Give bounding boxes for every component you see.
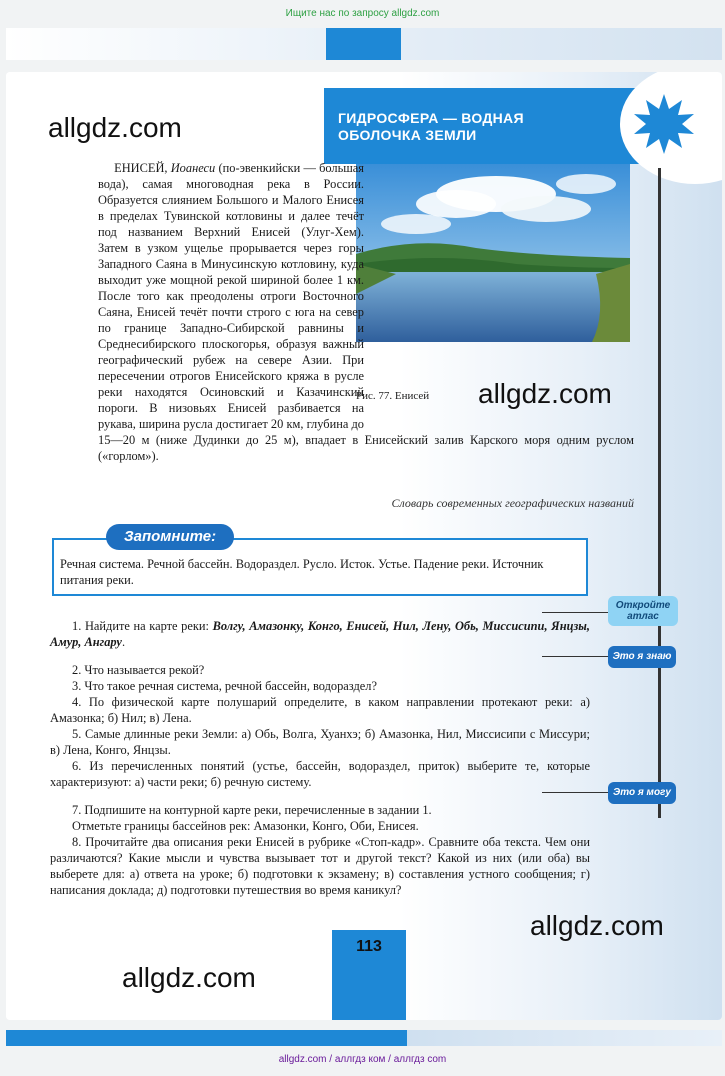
open-atlas-tag: Откройте атлас	[608, 596, 678, 626]
task-1: 1. Найдите на карте реки: Волгу, Амазонку, Конго, Енисей, Нил, Лену, Обь, Миссисипи, Янцзы, Амур, Ангару.	[50, 619, 591, 649]
task-8: 8. Прочитайте два описания реки Енисей в рубрике «Стоп-кадр». Сравните оба текста. Чем они различаются? Какие мысли и чувства вызывает тот и другой текст? Какой из них (или оба) вы выберете для: а) ответа на уроке; б) подготовки к экзамену; в) составления устного сообщения; г) написания доклада; д) подготовки путешествия во время каникул?	[50, 835, 590, 897]
star-icon	[632, 92, 696, 156]
bottom-note: allgdz.com / аллгдз ком / аллгдз com	[278, 1054, 447, 1065]
page-number-tab	[332, 930, 406, 1020]
task-3: 3. Что такое речная система, речной бассейн, водораздел?	[72, 679, 377, 693]
article-head-alt: Иоанеси	[170, 161, 216, 175]
article-body: (по-эвенкийски — большая вода), самая многоводная река в России. Образуется слиянием Большого и Малого Енисея в пределах Тувинской котловины и далее течёт под названием Верхний Енисей (Улуг-Хем). Затем в узком ущелье прорывается через горы Западного Саяна в Минусинскую котловину, куда выходит уже мощной рекой шириной более 1 км. После того как преодолены отроги Восточного Саяна, Енисей течёт почти строго с юга на север по границе Западно-Сибирской равнины и Среднесибирского плоскогорья, образуя важный географический рубеж на севере Азии. При пересечении отрогов Енисейского кряжа в русле реки находятся Осиновский и Казачинский пороги. В низовьях Енисей разбивается на рукава, ширина русла достигает 20 км, глубина до 15—20 м (ниже Дудинки до 25 м), впадает в Енисейский залив Карского моря одним руслом («горлом»).	[98, 161, 634, 463]
task-2: 2. Что называется рекой?	[72, 663, 205, 677]
watermark: allgdz.com	[478, 378, 612, 409]
tasks-can	[50, 802, 590, 898]
top-note: Ищите нас по запросу allgdz.com	[285, 8, 440, 19]
watermark: allgdz.com	[122, 962, 256, 993]
textbook-page	[6, 72, 722, 1020]
page-number: 113	[356, 938, 382, 955]
i-can-tag: Это я могу	[608, 782, 676, 804]
remember-text: Речная система. Речной бассейн. Водораздел. Русло. Исток. Устье. Падение реки. Источник питания реки.	[60, 557, 544, 587]
margin-line	[658, 168, 661, 818]
task-7-part2: Отметьте границы бассейнов рек: Амазонки, Конго, Оби, Енисея.	[72, 819, 419, 833]
task-7: 7. Подпишите на контурной карте реки, перечисленные в задании 1.	[72, 803, 432, 817]
chapter-title: ГИДРОСФЕРА — ВОДНАЯ ОБОЛОЧКА ЗЕМЛИ	[338, 110, 524, 143]
article-head: ЕНИСЕЙ,	[114, 161, 168, 175]
tasks-know	[50, 662, 590, 790]
figure-caption: Рис. 77. Енисей	[356, 390, 430, 402]
previous-page-edge	[6, 28, 722, 60]
next-page-edge	[6, 1030, 722, 1046]
watermark: allgdz.com	[530, 910, 664, 941]
i-know-tag: Это я знаю	[608, 646, 676, 668]
task-4: 4. По физической карте полушарий определите, в каком направлении протекают реки: а) Амазонка; б) Нил; в) Лена.	[50, 695, 590, 725]
article-text	[98, 160, 634, 464]
task-5: 5. Самые длинные реки Земли: а) Обь, Волга, Хуанхэ; б) Амазонка, Нил, Миссисипи с Миссури; в) Лена, Конго, Янцзы.	[50, 727, 590, 757]
article-source: Словарь современных географических названий	[391, 496, 634, 510]
watermark: allgdz.com	[48, 112, 182, 143]
remember-label: Запомните:	[106, 524, 234, 550]
task-6: 6. Из перечисленных понятий (устье, бассейн, водораздел, приток) выберите те, которые характеризуют: а) части реки; б) речную систему.	[50, 759, 590, 789]
